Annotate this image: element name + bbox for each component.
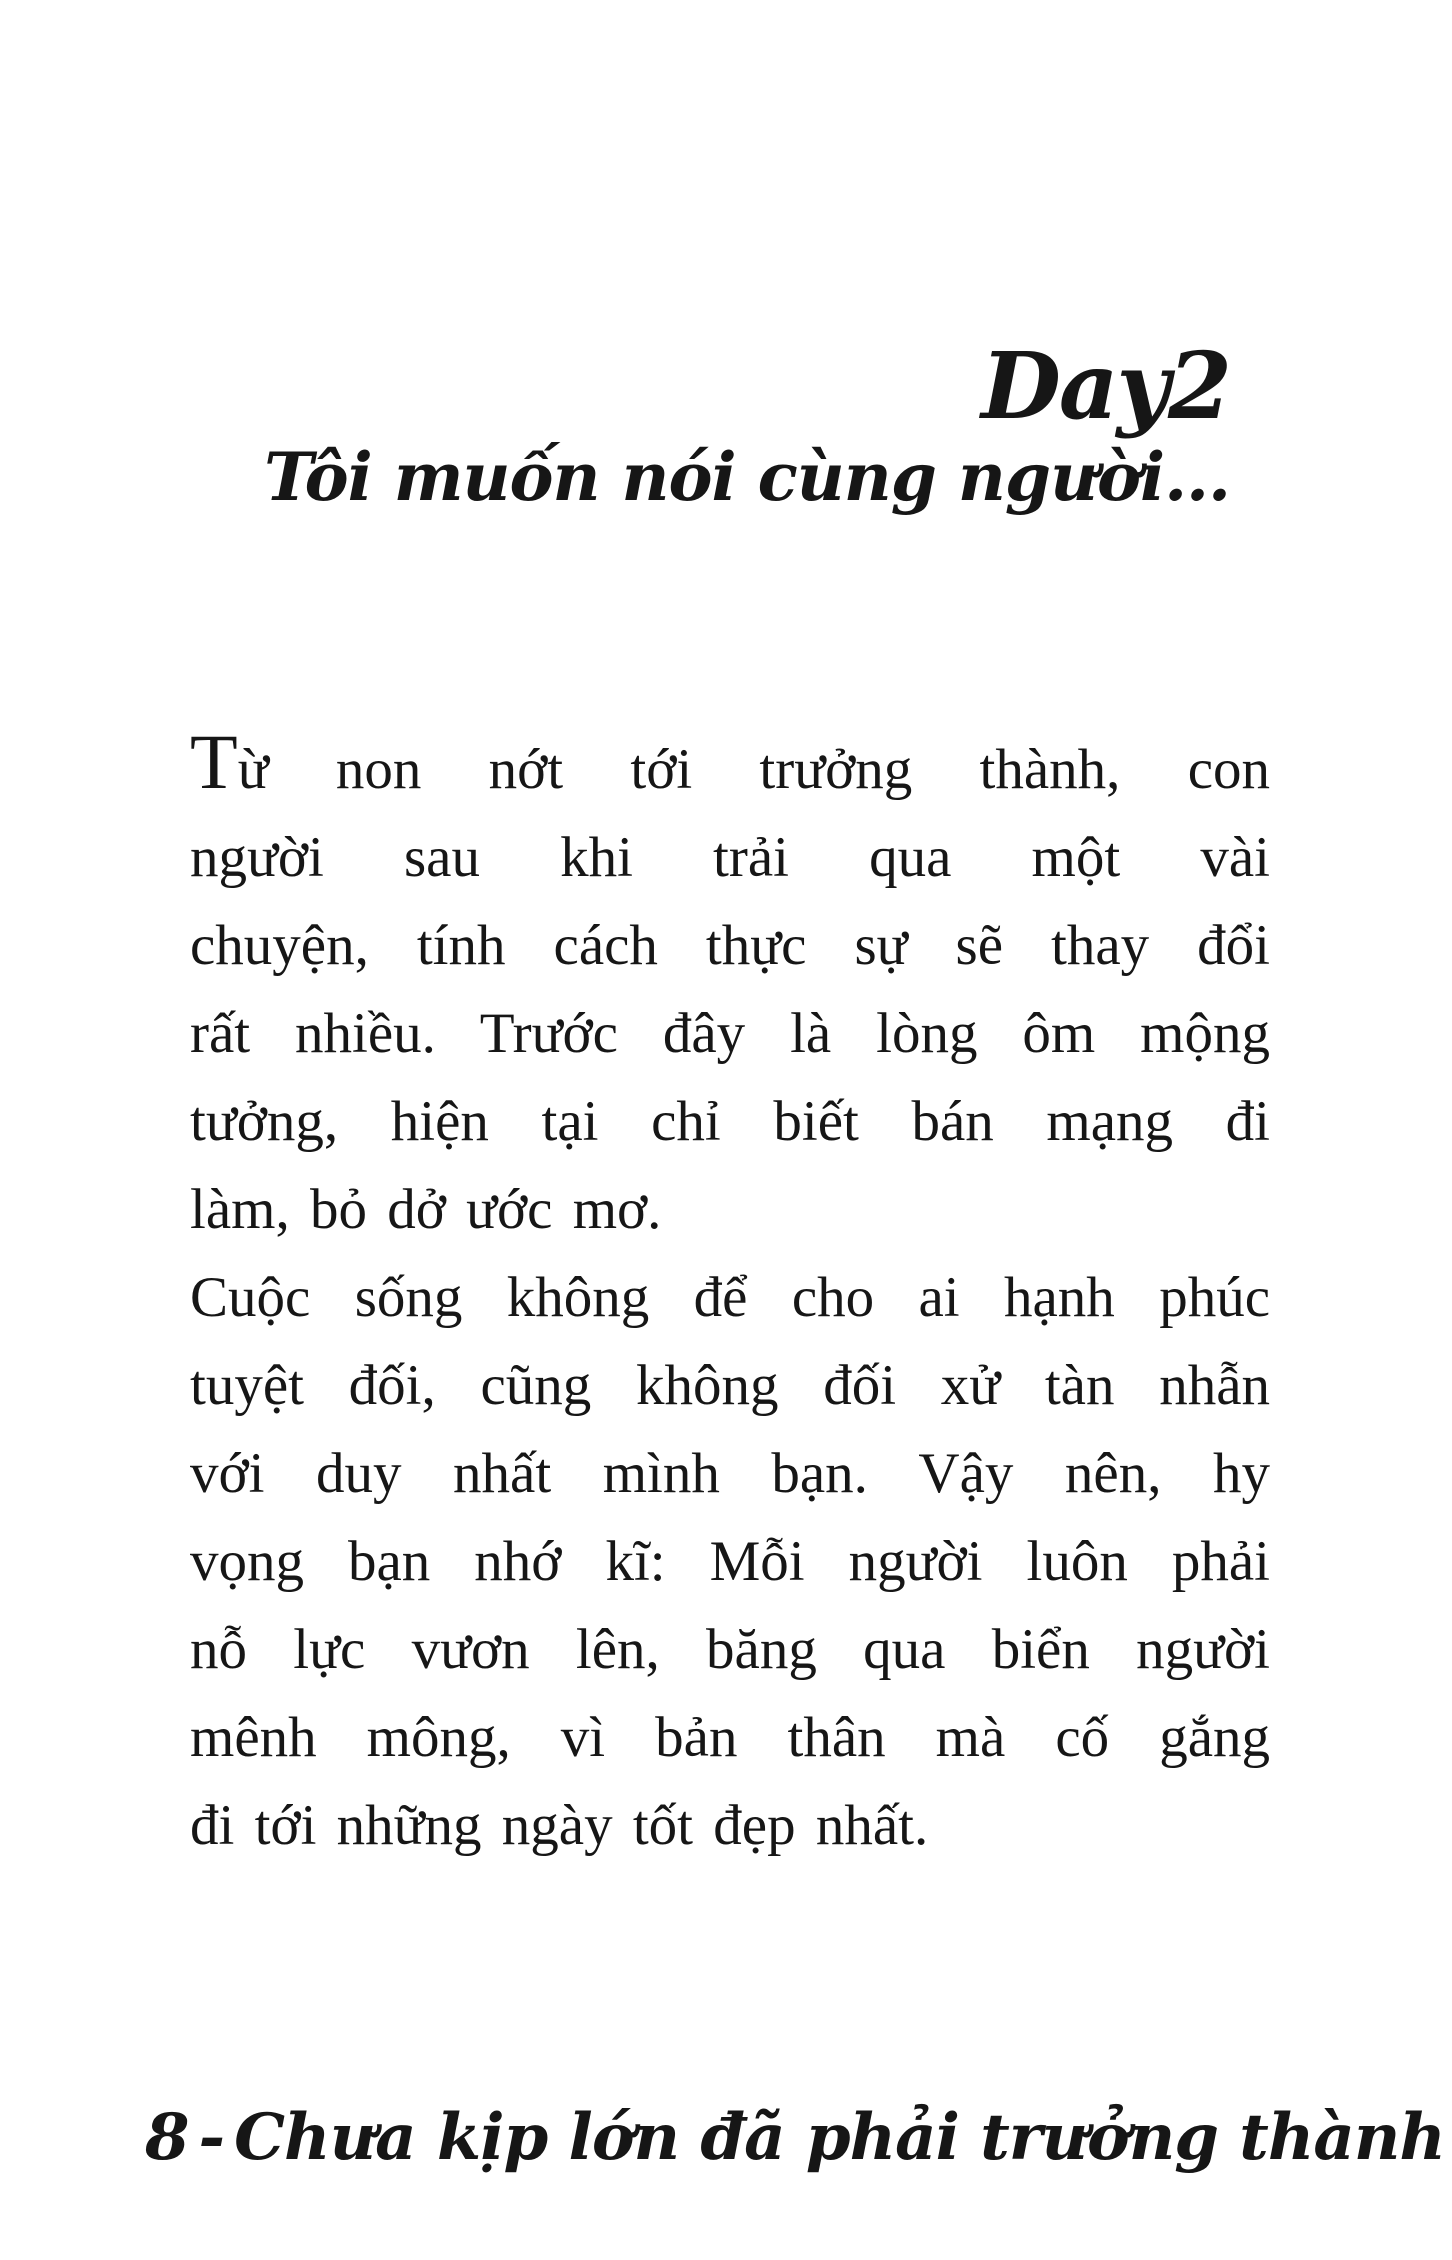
chapter-subtitle: Tôi muốn nói cùng người... (264, 438, 1230, 516)
body-line: người sau khi trải qua một vài (190, 826, 1270, 889)
body-line: tuyệt đối, cũng không đối xử tàn nhẫn (190, 1354, 1270, 1417)
initial-capital: T (190, 718, 238, 805)
body-line: với duy nhất mình bạn. Vậy nên, hy (190, 1442, 1270, 1505)
body-line: nỗ lực vươn lên, băng qua biển người (190, 1618, 1270, 1681)
book-title: Chưa kịp lớn đã phải trưởng thành (234, 2100, 1445, 2175)
chapter-day-label: Day2 (981, 332, 1230, 440)
body-line: đi tới những ngày tốt đẹp nhất. (190, 1794, 929, 1857)
page-footer (145, 2088, 1445, 2188)
body-line: mênh mông, vì bản thân mà cố gắng (190, 1706, 1270, 1769)
body-line: rất nhiều. Trước đây là lòng ôm mộng (190, 1002, 1270, 1065)
footer-separator: - (198, 2100, 225, 2175)
body-line: làm, bỏ dở ước mơ. (190, 1178, 662, 1241)
body-line: chuyện, tính cách thực sự sẽ thay đổi (190, 914, 1270, 977)
body-line: vọng bạn nhớ kĩ: Mỗi người luôn phải (190, 1530, 1270, 1593)
body-text-block (190, 718, 1270, 1870)
body-line: Cuộc sống không để cho ai hạnh phúc (190, 1266, 1270, 1329)
page-number: 8 (145, 2100, 189, 2175)
body-line-text: ừ non nớt tới trưởng thành, con (237, 738, 1270, 801)
body-line: tưởng, hiện tại chỉ biết bán mạng đi (190, 1090, 1270, 1153)
chapter-header (264, 332, 1230, 518)
body-line (190, 718, 1270, 814)
